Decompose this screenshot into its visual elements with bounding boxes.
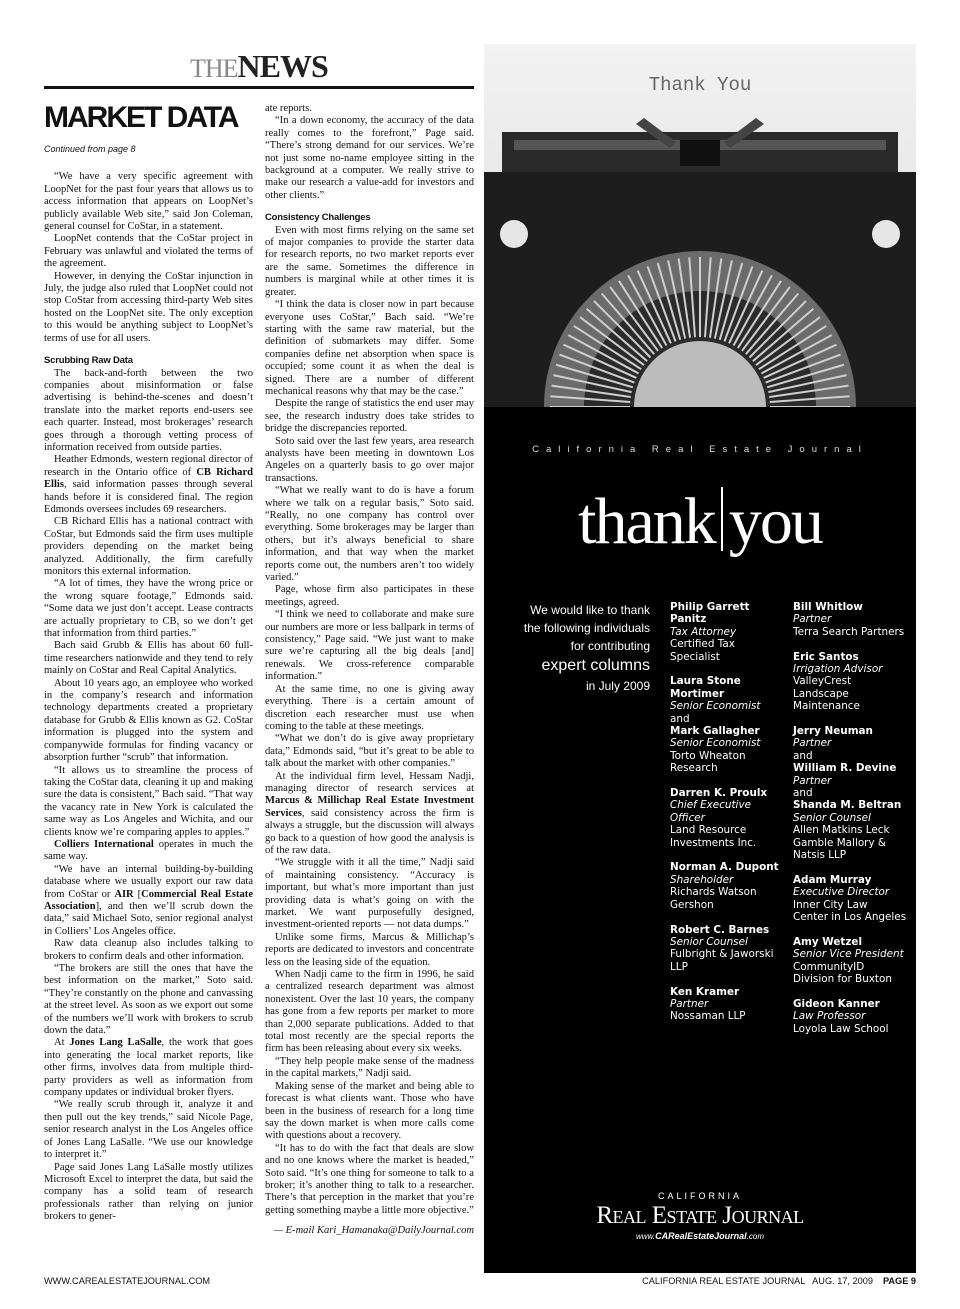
paragraph: LoopNet contends that the CoStar project in February was unlawful and violated the terms of the agreement. bbox=[44, 233, 253, 270]
contributor-name: William R. Devine bbox=[793, 762, 897, 775]
subheading: Scrubbing Raw Data bbox=[44, 355, 133, 367]
paragraph: “I think we need to collaborate and make sure our numbers are more or less ballpark in terms of consistency,” Page said. “We just want to make sure we’re capturing all the big deals [and] renewals. We cross-reference comparable information.” bbox=[265, 609, 474, 683]
contributor-firm: Torto Wheaton bbox=[670, 749, 746, 762]
list-spacer bbox=[670, 663, 788, 675]
contributor-firm: and bbox=[793, 787, 813, 800]
contributor-role: Law Professor bbox=[793, 1010, 866, 1023]
contributor-firm: Natsis LLP bbox=[793, 849, 847, 862]
contributor-role: Partner bbox=[670, 997, 709, 1010]
paragraph: “I think the data is closer now in part because everyone uses CoStar,” Bach said. “We’re starting with the same raw material, but the definition of submarkets may differ. Some companies define net absorption when space is occupied; some count it as when the deal is signed. There are a number of different mechanical reasons why that may be the case.” bbox=[265, 299, 474, 397]
contributor-role: Senior Economist bbox=[670, 737, 761, 750]
list-spacer bbox=[670, 911, 788, 923]
logo-url[interactable] bbox=[484, 1231, 916, 1241]
paragraph: At Jones Lang LaSalle, the work that goes into generating the local market reports, like other firms, involves data from multiple third-party providers as well as information from company updates or individual broker flyers. bbox=[44, 1037, 253, 1099]
contributor-firm: and bbox=[670, 712, 690, 725]
paragraph: Even with most firms relying on the same set of major companies to provide the starter data for research reports, no two market reports ever are the same. Sometimes the difference in numbers is marginal while at other times it is greater. bbox=[265, 224, 474, 298]
logo-url-suffix: .com bbox=[746, 1232, 764, 1241]
contributor-firm: Nossaman LLP bbox=[670, 1010, 746, 1023]
logo-url-prefix: www. bbox=[636, 1232, 656, 1241]
paragraph: Page said Jones Lang LaSalle mostly utilizes Microsoft Excel to interpret the data, but said the company has a solid team of research professionals rather than relying on junior brokers to gener- bbox=[44, 1161, 253, 1223]
thank-you-headline bbox=[484, 482, 916, 562]
contributor-role: Executive Director bbox=[793, 886, 890, 899]
intro-line: the following individuals bbox=[523, 621, 650, 635]
contributor-name: Jerry Neuman bbox=[793, 725, 873, 738]
article-column-1 bbox=[44, 103, 253, 1224]
intro-line: for contributing bbox=[570, 639, 650, 653]
intro-line: We would like to thank bbox=[530, 603, 650, 617]
contributor-name: Robert C. Barnes bbox=[670, 923, 770, 936]
paragraph: CB Richard Ellis has a national contract with CoStar, but Edmonds said the firm uses multiple providers depending on the market being analyzed. Additionally, the firm carefully monitors this external information. bbox=[44, 516, 253, 577]
contributor-firm: and bbox=[793, 749, 813, 762]
contributor-role: Partner bbox=[793, 613, 832, 626]
paragraph: “We have a very specific agreement with LoopNet for the past four years that allows us to access information that appears on LoopNet’s publicly available Web site,” said Jon Coleman, general counsel for CoStar, in a statement. bbox=[44, 171, 253, 233]
contributor-firm: Landscape bbox=[793, 687, 849, 700]
page-number: PAGE 9 bbox=[882, 1276, 916, 1286]
contributor-firm: Specialist bbox=[670, 650, 720, 663]
contributor-name: Ken Kramer bbox=[670, 985, 740, 998]
contributor-firm: Division for Buxton bbox=[793, 973, 892, 986]
paragraph: “It allows us to streamline the process of taking the CoStar data, cleaning it up and making sure the data is consistent,” Bach said. “That way the vacancy rate in New York is calculated the same way as Los Angeles and Wichita, and our clients know we’re comparing apples to apples.” bbox=[44, 764, 253, 838]
contributor-firm: Richards Watson bbox=[670, 886, 757, 899]
paragraph: Page, whose firm also participates in these meetings, agreed. bbox=[265, 584, 474, 608]
contributor-name: Mark Gallagher bbox=[670, 725, 760, 738]
contributor-firm: ValleyCrest bbox=[793, 675, 852, 688]
contributor-role: Chief Executive bbox=[670, 799, 751, 812]
paragraph: “They help people make sense of the madness in the capital markets,” Nadji said. bbox=[265, 1055, 474, 1080]
contributor-firm: Maintenance bbox=[793, 700, 860, 713]
contributor-name: Amy Wetzel bbox=[793, 935, 863, 948]
typewriter-paper-text: Thank You bbox=[648, 74, 752, 96]
contributor-firm: Terra Search Partners bbox=[793, 625, 905, 638]
list-spacer bbox=[793, 638, 913, 650]
contributor-firm: Research bbox=[670, 762, 718, 775]
section-header-prefix: THE bbox=[190, 54, 238, 83]
contributor-role: Shareholder bbox=[670, 873, 734, 886]
contributor-firm: Inner City Law bbox=[793, 898, 868, 911]
paragraph: Heather Edmonds, western regional director of research in the Ontario office of CB Richard Ellis, said information passes through several hands before it is considered final. The region Edmonds oversees includes 69 researchers. bbox=[44, 454, 253, 515]
typewriter-photo bbox=[484, 44, 916, 407]
list-spacer bbox=[793, 862, 913, 874]
paragraph: About 10 years ago, an employee who worked in the company’s research and information technology departments created a proprietary database for Grubb & Ellis known as G2. CoStar information is plugged into the system and companywide formulas for finding vacancy or absorption further “scrub” that information. bbox=[44, 677, 253, 764]
paragraph: “We struggle with it all the time,” Nadji said of maintaining consistency. “Accuracy is important, but what’s more important than just providing data is what’s going on with the market. We want purposefully designed, investment-oriented reports — not data dumps.” bbox=[265, 857, 474, 931]
contributor-name: Philip Garrett Panitz bbox=[670, 601, 750, 626]
paragraph: “We really scrub through it, analyze it and then pull out the key trends,” said Nicole Page, senior research analyst in the Los Angeles office of Jones Lang LaSalle. “We use our knowledge to interpret it.” bbox=[44, 1099, 253, 1161]
thank-word: thank bbox=[578, 485, 715, 558]
contributor-firm: Certified Tax bbox=[670, 638, 735, 651]
paragraph: “We have an internal building-by-building database where we usually export our raw data from CoStar or AIR [Commercial Real Estate Association], and then we’ll scrub down the data,” said Michael Soto, senior regional analyst in Colliers’ Los Angeles office. bbox=[44, 863, 254, 937]
contributor-firm: Land Resource bbox=[670, 824, 747, 837]
contributor-role: Senior Counsel bbox=[793, 811, 871, 824]
thank-you-intro bbox=[490, 601, 650, 695]
paragraph: However, in denying the CoStar injunction in July, the judge also ruled that LoopNet could not stop CoStar from accessing third-party Web sites hosted on the LoopNet site. The only exception to this would be anything subject to LoopNet’s terms of use for all users. bbox=[44, 270, 253, 344]
contributor-role: Partner bbox=[793, 737, 832, 750]
contributor-name: Bill Whitlow bbox=[793, 601, 863, 613]
contributor-name: Gideon Kanner bbox=[793, 997, 880, 1010]
contributor-name: Adam Murray bbox=[793, 873, 872, 886]
headline-divider bbox=[721, 487, 723, 551]
contributor-name: Laura Stone bbox=[670, 675, 741, 688]
paragraph: Colliers International operates in much the same way. bbox=[44, 838, 253, 863]
paragraph: At the individual firm level, Hessam Nadji, managing director of research services at Marcus & Millichap Real Estate Investment Services, said consistency across the firm is always a struggle, but the discussion will always go back to a question of how good the analysis is of the raw data. bbox=[265, 770, 474, 856]
contributor-role: Partner bbox=[793, 774, 832, 787]
paragraph: “It has to do with the fact that deals are slow and no one knows where the market is headed,” Soto said. “It’s one thing for someone to talk to a broker; it’s another thing to talk to a researcher. There’s that perception in the market that you’re getting something maybe a little more objective.” bbox=[265, 1142, 474, 1216]
paragraph: “The brokers are still the ones that have the best information on the market,” Soto said. “They’re constantly on the phone and canvassing at the street level. As soon as we export out some of the numbers we’ll work with brokers to scrub down the data.” bbox=[44, 963, 253, 1037]
list-spacer bbox=[670, 973, 788, 985]
contributor-firm: Gershon bbox=[670, 898, 714, 911]
paragraph: Making sense of the market and being able to forecast is what clients want. Those who have been in the business of research for a long time say the down market is when more calls come with questions about a recovery. bbox=[265, 1080, 474, 1142]
contributor-firm: Center in Los Angeles bbox=[793, 911, 907, 924]
continued-note: Continued from page 8 bbox=[44, 144, 136, 154]
footer-publication bbox=[642, 1276, 916, 1286]
contributor-role: Senior Vice President bbox=[793, 948, 904, 961]
paragraph: Despite the range of statistics the end user may see, the research industry does take strides to bridge the discrepancies reported. bbox=[265, 398, 474, 435]
contributor-role: Senior Economist bbox=[670, 700, 761, 713]
journal-logo bbox=[484, 1191, 916, 1241]
contributor-firm: CommunityID bbox=[793, 960, 865, 973]
paragraph: ate reports. bbox=[265, 103, 312, 114]
list-spacer bbox=[793, 986, 913, 998]
paragraph: Bach said Grubb & Ellis has about 60 full-time researchers nationwide and they tend to rely mainly on CoStar and Real Capital Analytics. bbox=[44, 640, 253, 677]
paragraph: “A lot of times, they have the wrong price or the wrong square footage,” Edmonds said. “Some data we just don’t accept. Lease contracts are actually proprietary to CB, so we don’t get that information from third parties.” bbox=[44, 578, 253, 640]
contributor-name: Darren K. Proulx bbox=[670, 787, 768, 800]
section-header-name: NEWS bbox=[237, 48, 328, 84]
author-email[interactable]: — E-mail Kari_Hamanaka@DailyJournal.com bbox=[273, 1225, 474, 1237]
paragraph: “What we don’t do is give away proprietary data,” Edmonds said, “but it’s great to be able to talk about the market with other companies.” bbox=[265, 733, 474, 770]
logo-state: CALIFORNIA bbox=[657, 1191, 742, 1201]
contributor-role: Tax Attorney bbox=[670, 625, 737, 638]
contributor-firm: Gamble Mallory & bbox=[793, 836, 887, 849]
you-word: you bbox=[728, 485, 822, 558]
contributor-role: Senior Counsel bbox=[670, 935, 748, 948]
paragraph: “In a down economy, the accuracy of the data really comes to the forefront,” Page said. “There’s strong demand for our services. We’re not just some no-name employee sitting in the background at a computer. We really strive to make our research a value-add for investors and other clients.” bbox=[265, 115, 474, 201]
intro-date: in July 2009 bbox=[585, 679, 650, 693]
typewriter-illustration bbox=[484, 44, 916, 407]
footer-website[interactable]: WWW.CAREALESTATEJOURNAL.COM bbox=[44, 1276, 211, 1286]
article-column-1-body bbox=[44, 171, 253, 1223]
paragraph: The back-and-forth between the two companies about misinformation or false advertising is behind-the-scenes and doesn’t translate into the market reports end-users see each quarter. Instead, most brokerages’ research goes through a thorough vetting process of information received from outside parties. bbox=[44, 367, 253, 453]
header-rule bbox=[44, 86, 474, 89]
contributor-role: Officer bbox=[670, 811, 705, 824]
contributor-name: Eric Santos bbox=[793, 650, 859, 663]
contributor-list-left bbox=[670, 601, 788, 1023]
contributor-list-right bbox=[793, 601, 913, 1035]
paragraph: When Nadji came to the firm in 1996, he said a centralized research department was almost nonexistent. Over the last 10 years, the company has gone from a few reports per market to more than 2,000 separate publications. Added to that total most recently are the special reports the firm has been releasing about every six weeks. bbox=[265, 969, 474, 1055]
list-spacer bbox=[670, 775, 788, 787]
paragraph: Raw data cleanup also includes talking to brokers to confirm deals and other information. bbox=[44, 938, 253, 962]
subheading: Consistency Challenges bbox=[265, 212, 371, 224]
article-title: MARKET DATA bbox=[44, 101, 238, 134]
list-spacer bbox=[793, 713, 913, 725]
paragraph: Unlike some firms, Marcus & Millichap’s reports are dedicated to investors and concentrate less on the leasing side of the equation. bbox=[265, 931, 474, 968]
logo-url-main: CARealEstateJournal bbox=[655, 1231, 747, 1241]
contributor-role: Irrigation Advisor bbox=[793, 663, 883, 676]
contributor-firm: Allen Matkins Leck bbox=[793, 824, 890, 837]
paragraph: “What we really want to do is have a forum where we talk on a regular basis,” Soto said. “Really, no one company has control over everything. Some brokerages may be larger than others, but it’s always beneficial to share information, and that way when the market reports come out, the numbers aren’t too widely varied.” bbox=[265, 485, 474, 584]
contributor-name: Shanda M. Beltran bbox=[793, 799, 902, 812]
article-column-2-body bbox=[265, 103, 474, 1217]
paragraph: At the same time, no one is giving away everything. There is a certain amount of discretion each researcher must use when coming to the table at these meetings. bbox=[265, 683, 474, 732]
article-column-2 bbox=[265, 103, 474, 1238]
list-spacer bbox=[670, 849, 788, 861]
contributor-firm: Investments Inc. bbox=[670, 836, 757, 849]
logo-name: Real Estate Journal bbox=[596, 1202, 804, 1229]
contributor-name: Norman A. Dupont bbox=[670, 861, 779, 874]
contributor-firm: Fulbright & Jaworski bbox=[670, 948, 774, 961]
footer-publication-date: CALIFORNIA REAL ESTATE JOURNAL AUG. 17, 2009 bbox=[642, 1276, 873, 1286]
contributor-firm: Loyola Law School bbox=[793, 1022, 889, 1035]
intro-expert-columns: expert columns bbox=[541, 657, 650, 674]
list-spacer bbox=[793, 924, 913, 936]
section-header bbox=[190, 48, 328, 84]
thank-you-advertisement bbox=[484, 44, 916, 1273]
contributor-firm: LLP bbox=[670, 960, 688, 973]
journal-name-spaced: California Real Estate Journal bbox=[532, 444, 868, 455]
paragraph: Soto said over the last few years, area research analysts have been meeting in downtown Los Angeles on a quarterly basis to go over major transactions. bbox=[265, 435, 474, 484]
contributor-name: Mortimer bbox=[670, 687, 725, 700]
